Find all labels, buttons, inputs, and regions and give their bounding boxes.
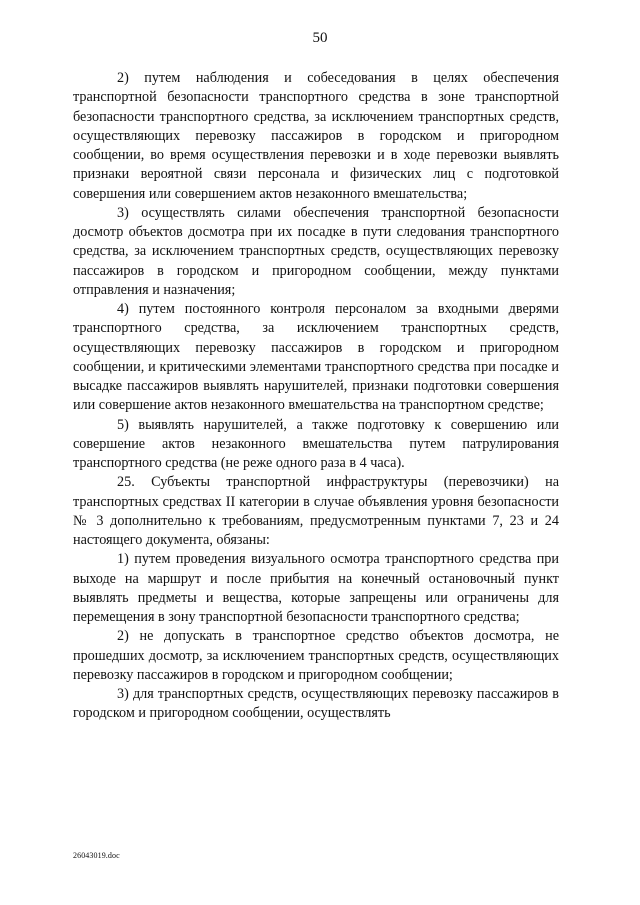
page-number: 50 bbox=[312, 30, 328, 46]
paragraph-3-suburban: 3) для транспортных средств, осуществляющих перевозку пассажиров в городском и пригородном сообщении, осуществлять bbox=[73, 686, 559, 722]
paragraph-5-patrol: 5) выявлять нарушителей, а также подготовку к совершению или совершение актов незаконного вмешательства путем патрулирования транспортного средства (не реже одного раза в 4 часа). bbox=[73, 416, 559, 471]
paragraph-25-subjects: 25. Субъекты транспортной инфраструктуры (перевозчики) на транспортных средствах II категории в случае объявления уровня безопасности № 3 дополнительно к требованиям, предусмотренным пунктами 7, 23 и 24 настоящего документа, обязаны: bbox=[73, 474, 559, 548]
paragraph-2-observation: 2) путем наблюдения и собеседования в целях обеспечения транспортной безопасности транспортного средства в зоне транспортной безопасности транспортного средства, за исключением транспортных средств, осуществляющих перевозку пассажиров в городском и пригородном сообщении, во время осуществления перевозки и в ходе перевозки выявлять признаки вероятной связи персонала и физических лиц с подготовкой совершения или совершением актов незаконного вмешательства; bbox=[73, 70, 559, 202]
paragraph-2-no-admission: 2) не допускать в транспортное средство объектов досмотра, не прошедших досмотр, за исключением транспортных средств, осуществляющих перевозку пассажиров в городском и пригородном сообщении; bbox=[73, 628, 559, 683]
paragraph-3-inspection: 3) осуществлять силами обеспечения транспортной безопасности досмотр объектов досмотра при их посадке в пути следования транспортного средства, за исключением транспортных средств, осуществляющих перевозку пассажиров в городском и пригородном сообщении, между пунктами отправления и назначения; bbox=[73, 204, 559, 298]
paragraph-4-door-control: 4) путем постоянного контроля персоналом за входными дверями транспортного средства, за исключением транспортных средств, осуществляющих перевозку пассажиров в городском и пригородном сообщении, и критическими элементами транспортного средства при посадке и высадке пассажиров выявлять нарушителей, признаки подготовки совершения или совершение актов незаконного вмешательства на транспортном средстве; bbox=[73, 301, 559, 414]
file-name-footer: 26043019.doc bbox=[73, 851, 120, 860]
paragraph-1-visual-check: 1) путем проведения визуального осмотра транспортного средства при выходе на маршрут и после прибытия на конечный остановочный пункт выявлять предметы и вещества, которые запрещены или ограничены для перемещения в зону транспортной безопасности транспортного средства; bbox=[73, 551, 559, 625]
document-body bbox=[73, 69, 559, 724]
